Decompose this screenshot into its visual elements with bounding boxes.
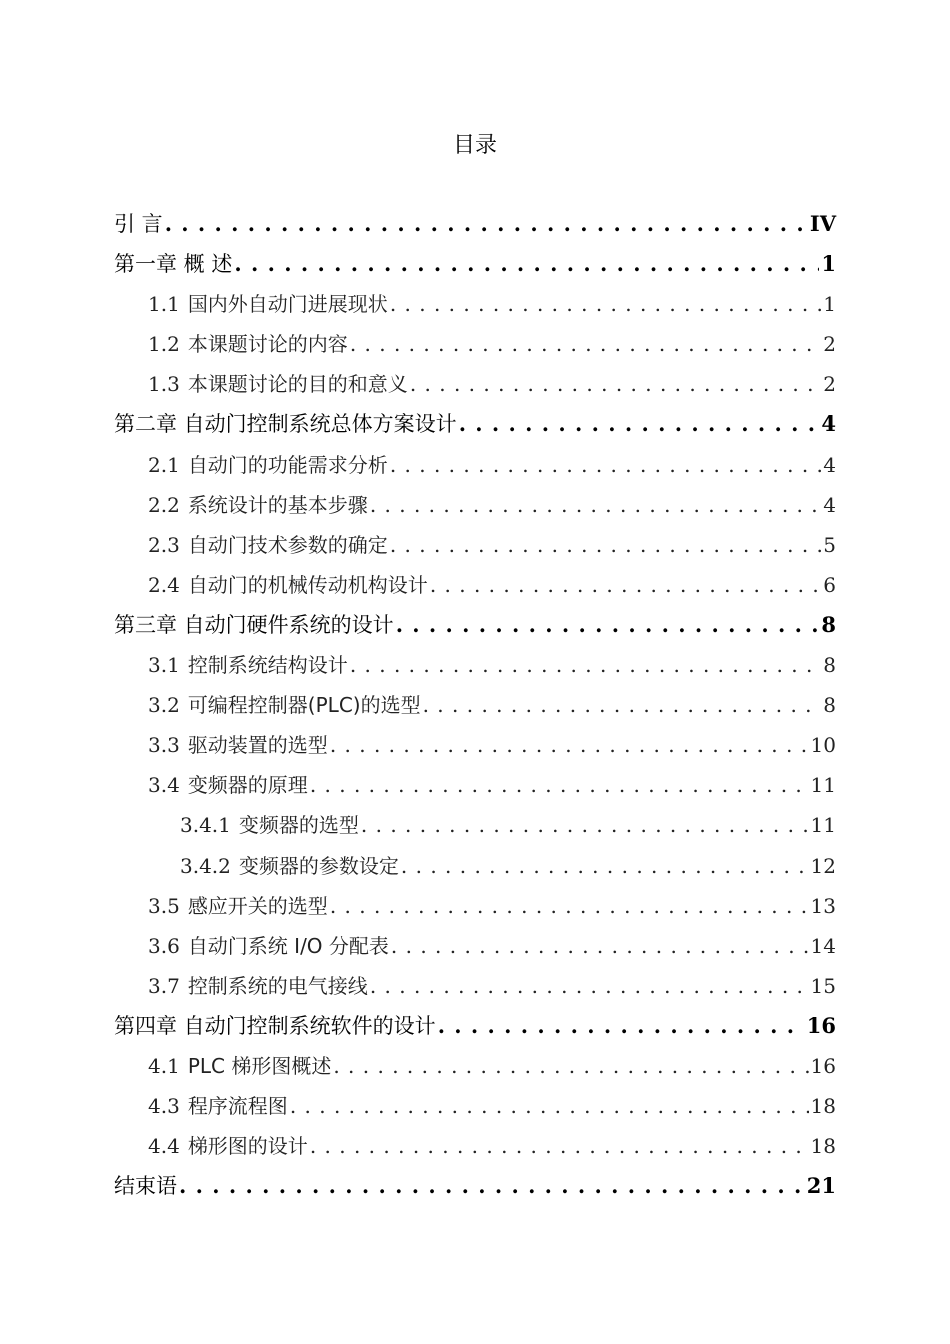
toc-entry-page: 11: [810, 813, 836, 838]
toc-entry-number: 2.3: [148, 532, 180, 557]
toc-entry-text: 感应开关的选型: [187, 893, 328, 918]
toc-entry-page: 14: [810, 933, 836, 958]
toc-entry-text: 变频器的参数设定: [238, 853, 399, 878]
toc-entry-page: 4: [823, 452, 836, 477]
toc-entry[interactable]: [114, 404, 836, 444]
toc-entry-label: [148, 1126, 308, 1166]
toc-entry-number: 3.3: [148, 733, 180, 758]
toc-entry[interactable]: [114, 1006, 836, 1046]
toc-entry-text: 变频器的原理: [187, 773, 308, 798]
dot-leader: [410, 364, 821, 404]
toc-entry-text: 自动门系统 I/O 分配表: [187, 933, 389, 958]
toc-entry-label: [148, 685, 421, 725]
toc-entry-text: 驱动装置的选型: [187, 733, 328, 758]
toc-entry-page: 18: [810, 1134, 836, 1159]
dot-leader: [310, 765, 809, 805]
toc-entry[interactable]: [114, 565, 836, 605]
dot-leader: [396, 605, 820, 645]
toc-entry-number: 4.1: [148, 1053, 180, 1078]
toc-entry-text: 变频器的选型: [238, 813, 359, 838]
toc-entry[interactable]: [114, 1046, 836, 1086]
toc-entry-page: 12: [810, 853, 836, 878]
toc-entry-text: 自动门的功能需求分析: [187, 452, 388, 477]
toc-entry-label: [148, 525, 388, 565]
toc-entry-label: [180, 846, 399, 886]
toc-entry-text: 控制系统的电气接线: [187, 973, 368, 998]
toc-entry-number: 4.4: [148, 1134, 180, 1159]
toc-entry-text: 可编程控制器(PLC)的选型: [187, 693, 421, 718]
toc-entry[interactable]: [114, 204, 836, 244]
dot-leader: [390, 284, 821, 324]
toc-entry-page: 2: [823, 332, 836, 357]
dot-leader: [290, 1086, 809, 1126]
toc-entry-number: 3.5: [148, 893, 180, 918]
toc-entry-page: IV: [809, 211, 836, 236]
toc-entry-page: 8: [821, 611, 836, 637]
toc-entry[interactable]: [114, 324, 836, 364]
toc-entry[interactable]: [114, 1126, 836, 1166]
toc-entry-number: 4.3: [148, 1094, 180, 1119]
toc-entry-page: 11: [810, 773, 836, 798]
toc-entry-page: 8: [823, 653, 836, 678]
toc-entry-label: [114, 1006, 436, 1046]
dot-leader: [459, 404, 820, 444]
toc-entry-label: [114, 244, 232, 284]
dot-leader: [438, 1006, 805, 1046]
toc-entry[interactable]: [114, 805, 836, 845]
toc-entry-page: 16: [806, 1012, 836, 1038]
toc-entry[interactable]: [114, 765, 836, 805]
toc-entry-label: [148, 485, 368, 525]
toc-entry-number: 2.4: [148, 572, 180, 597]
toc-entry-number: 3.1: [148, 653, 180, 678]
toc-entry-text: 本课题讨论的目的和意义: [187, 372, 408, 397]
dot-leader: [350, 324, 821, 364]
toc-entry-text: 引 言: [114, 212, 163, 236]
toc-entry[interactable]: [114, 485, 836, 525]
toc-entry-label: [148, 645, 348, 685]
toc-entry-label: [148, 966, 368, 1006]
toc-entry-text: PLC 梯形图概述: [187, 1053, 332, 1078]
toc-entry-label: [148, 445, 388, 485]
toc-entry-page: 10: [810, 733, 836, 758]
dot-leader: [179, 1166, 805, 1206]
toc-entry[interactable]: [114, 525, 836, 565]
toc-entry-text: 控制系统结构设计: [187, 653, 348, 678]
dot-leader: [370, 485, 821, 525]
toc-entry[interactable]: [114, 364, 836, 404]
table-of-contents: [114, 204, 836, 1206]
toc-entry-number: 1.2: [148, 332, 180, 357]
toc-entry[interactable]: [114, 284, 836, 324]
toc-entry-text: 自动门技术参数的确定: [187, 532, 388, 557]
toc-entry-page: 18: [810, 1094, 836, 1119]
dot-leader: [423, 685, 822, 725]
dot-leader: [330, 886, 809, 926]
toc-entry-text: 国内外自动门进展现状: [187, 292, 388, 317]
dot-leader: [234, 244, 819, 284]
toc-entry-text: 第一章 概 述: [114, 252, 233, 277]
toc-entry-number: 3.7: [148, 973, 180, 998]
toc-entry-label: [114, 605, 394, 645]
toc-entry-number: 3.4: [148, 773, 180, 798]
dot-leader: [401, 846, 809, 886]
dot-leader: [333, 1046, 808, 1086]
toc-entry-text: 结束语: [114, 1174, 177, 1199]
toc-entry[interactable]: [114, 605, 836, 645]
toc-entry-number: 3.4.1: [180, 813, 231, 838]
dot-leader: [390, 445, 821, 485]
toc-entry-label: [148, 1086, 288, 1126]
toc-entry[interactable]: [114, 966, 836, 1006]
toc-entry-label: [148, 364, 408, 404]
toc-entry-number: 3.4.2: [180, 853, 231, 878]
toc-entry-page: 1: [823, 292, 836, 317]
toc-entry-text: 梯形图的设计: [187, 1134, 308, 1159]
toc-entry-text: 自动门的机械传动机构设计: [187, 572, 428, 597]
toc-entry-label: [148, 324, 348, 364]
toc-entry-number: 3.2: [148, 693, 180, 718]
toc-entry-label: [148, 1046, 331, 1086]
toc-entry-page: 2: [823, 372, 836, 397]
toc-entry-text: 本课题讨论的内容: [187, 332, 348, 357]
toc-entry-text: 程序流程图: [187, 1094, 288, 1119]
toc-entry-label: [114, 1166, 177, 1206]
toc-entry-page: 21: [806, 1173, 836, 1199]
toc-entry-number: 3.6: [148, 933, 180, 958]
page-title: 目录: [452, 133, 497, 158]
toc-entry-text: 第三章 自动门硬件系统的设计: [114, 612, 394, 637]
toc-entry[interactable]: [114, 846, 836, 886]
toc-entry-text: 系统设计的基本步骤: [187, 492, 368, 517]
toc-entry-label: [148, 926, 389, 966]
dot-leader: [165, 204, 808, 244]
toc-entry-label: [148, 765, 308, 805]
toc-entry-label: [114, 404, 457, 444]
toc-entry[interactable]: [114, 685, 836, 725]
toc-entry-number: 1.3: [148, 372, 180, 397]
toc-entry[interactable]: [114, 645, 836, 685]
dot-leader: [330, 725, 809, 765]
toc-entry-text: 第二章 自动门控制系统总体方案设计: [114, 412, 457, 437]
toc-entry-page: 16: [810, 1053, 836, 1078]
toc-entry-text: 第四章 自动门控制系统软件的设计: [114, 1013, 436, 1038]
toc-entry-page: 1: [821, 251, 836, 277]
toc-entry-page: 8: [823, 693, 836, 718]
toc-entry-label: [114, 204, 163, 244]
toc-entry[interactable]: [114, 725, 836, 765]
toc-entry-page: 4: [823, 492, 836, 517]
toc-entry[interactable]: [114, 1166, 836, 1206]
toc-entry-number: 2.2: [148, 492, 180, 517]
dot-leader: [361, 805, 809, 845]
dot-leader: [310, 1126, 809, 1166]
dot-leader: [390, 525, 821, 565]
toc-entry[interactable]: [114, 244, 836, 284]
dot-leader: [430, 565, 821, 605]
toc-entry-label: [148, 565, 428, 605]
toc-entry-page: 13: [810, 893, 836, 918]
toc-entry-page: 6: [823, 572, 836, 597]
toc-entry-page: 5: [823, 532, 836, 557]
toc-entry-label: [148, 284, 388, 324]
toc-entry-number: 2.1: [148, 452, 180, 477]
toc-entry-page: 15: [810, 973, 836, 998]
dot-leader: [370, 966, 809, 1006]
toc-entry[interactable]: [114, 1086, 836, 1126]
toc-entry[interactable]: [114, 445, 836, 485]
toc-entry-label: [148, 725, 328, 765]
dot-leader: [391, 926, 809, 966]
toc-entry-page: 4: [821, 411, 836, 437]
toc-entry-label: [180, 805, 359, 845]
toc-entry-number: 1.1: [148, 292, 180, 317]
dot-leader: [350, 645, 821, 685]
toc-entry[interactable]: [114, 926, 836, 966]
toc-entry-label: [148, 886, 328, 926]
toc-entry[interactable]: [114, 886, 836, 926]
